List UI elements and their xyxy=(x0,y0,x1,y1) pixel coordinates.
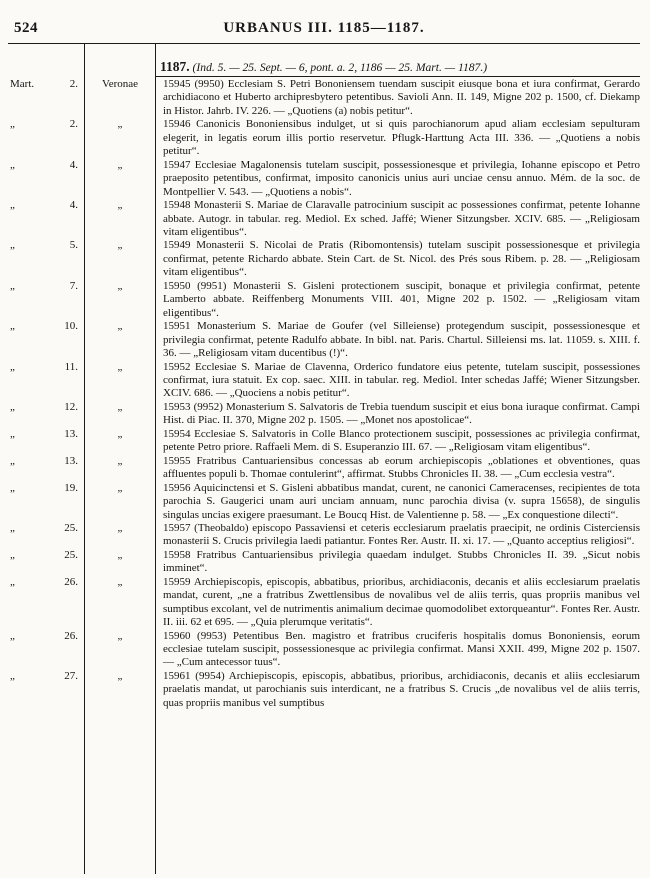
entry-text: 15955 Fratribus Cantuariensibus concessas ab eorum archiepiscopis „oblationes et obventiones, quas affluentes populi b. Thomae contulerint“, affirmat. Stubbs Chronicles II. 38. — „Cum ecclesia vestra“. xyxy=(163,454,640,481)
entry-month: „ xyxy=(10,239,15,252)
entry-day: 11. xyxy=(64,360,78,373)
entry-text: 15956 Aquicinctensi et S. Gisleni abbatibus mandat, curent, ne canonici Cameracenses, recipientes de tota parochia S. Gaugerici unam auri unciam annuam, nunc parochia divisa (v. supra 15658), de singulis singulas uncias exigere praesumant. Le Boucq Hist. de Valentienne p. 58. — „Ex conquestione dilecti“. xyxy=(163,481,640,521)
entry-text: 15949 Monasterii S. Nicolai de Pratis (Ribomontensis) tutelam suscipit possessionesque et privilegia confirmat, petente Richardo abbate. Stein Cart. de St. Nicol. des Prés sous Ribem. p. 28. — „Religiosam vitam eligentibus“. xyxy=(163,239,640,279)
entry-day: 2. xyxy=(69,118,78,131)
entry-text: 15946 Canonicis Bononiensibus indulget, ut si quis parochianorum apud aliam ecclesiam sepulturam elegerit, in legatis eorum illis portio reservetur. Pflugk-Harttung Acta III. 336. — „Quotiens a nobis petitur“. xyxy=(163,118,640,158)
entry-place: „ xyxy=(117,575,123,588)
page-number: 524 xyxy=(14,20,38,36)
entry-place: „ xyxy=(117,669,123,682)
year-heading xyxy=(160,60,640,74)
regest-entry xyxy=(0,280,650,320)
entry-place: „ xyxy=(117,521,123,534)
entry-day: 26. xyxy=(64,575,78,588)
entry-day: 26. xyxy=(64,629,78,642)
entry-day: 4. xyxy=(69,158,78,171)
entry-place: „ xyxy=(117,158,123,171)
entry-place: „ xyxy=(117,320,123,333)
entry-place: „ xyxy=(117,279,123,292)
entry-month: „ xyxy=(10,669,15,682)
entry-month: „ xyxy=(10,629,15,642)
regest-entry xyxy=(0,78,650,118)
regest-entry xyxy=(0,239,650,279)
entry-month: „ xyxy=(10,320,15,333)
entry-day: 4. xyxy=(69,199,78,212)
entry-day: 13. xyxy=(64,427,78,440)
entry-place: Veronae xyxy=(101,78,139,90)
entry-day: 5. xyxy=(69,239,78,252)
entry-text: 15958 Fratribus Cantuariensibus privilegia quaedam indulget. Stubbs Chronicles II. 39. „Sicut nobis imminet“. xyxy=(163,548,640,575)
entry-place: „ xyxy=(117,118,123,131)
entry-month: „ xyxy=(10,360,15,373)
entry-day: 7. xyxy=(69,279,78,292)
entry-text: 15960 (9953) Petentibus Ben. magistro et fratribus cruciferis hospitalis domus Bononiensis, eorum ecclesiae tutelam suscipit, possessionesque ac privilegia confirmat. Mansi XXII. 499, Migne 202 p. 1507. — „Cum antecessor tuus“. xyxy=(163,629,640,669)
regest-entry xyxy=(0,401,650,428)
entry-place: „ xyxy=(117,239,123,252)
regest-entry xyxy=(0,361,650,401)
entry-text: 15951 Monasterium S. Mariae de Goufer (vel Silleiense) protegendum suscipit, possessionesque et privilegia confirmat, petente Radulfo abbate. In bibl. nat. Paris. Chartul. Silleiensi ms. lat. 11059. s. XIII. f. 36. — „Religiosam vitam ducentibus (!)“. xyxy=(163,320,640,360)
entry-month: „ xyxy=(10,575,15,588)
entry-place: „ xyxy=(117,548,123,561)
regest-entry xyxy=(0,670,650,710)
entry-day: 19. xyxy=(64,481,78,494)
entry-place: „ xyxy=(117,360,123,373)
page-header xyxy=(8,10,640,44)
year-rule xyxy=(155,76,640,77)
regest-entry xyxy=(0,482,650,522)
entry-text: 15950 (9951) Monasterii S. Gisleni protectionem suscipit, bonaque et privilegia confirmat, petente Lamberto abbate. Reiffenberg Monuments VIII. 401, Migne 202 p. 1502. — „Religiosam vitam eligentibus“. xyxy=(163,279,640,319)
regest-entry xyxy=(0,576,650,630)
entry-place: „ xyxy=(117,199,123,212)
regest-entry xyxy=(0,455,650,482)
entry-text: 15959 Archiepiscopis, episcopis, abbatibus, prioribus, archidiaconis, decanis et aliis ecclesiarum praelatis mandat, curent, „ne a fratribus Zwettlensibus de novalibus vel de aliis terris, quas propriis manibus vel sumptibus excolant, vel de nutrimentis animalium decimae quomodolibet extorqueantur“. Fontes Rer. Austr. II. iii. 62 et 695. — „Quia plerumque veritatis“. xyxy=(163,575,640,629)
regest-entry xyxy=(0,428,650,455)
entry-month: „ xyxy=(10,118,15,131)
entry-text: 15961 (9954) Archiepiscopis, episcopis, abbatibus, prioribus, archidiaconis, decanis et aliis ecclesiarum praelatis mandat, ut parochianis suis interdicant, ne a fratribus S. Crucis „de novalibus vel de aliis terris, quas propriis manibus vel sumptibus xyxy=(163,669,640,709)
entry-month: „ xyxy=(10,158,15,171)
entry-month: „ xyxy=(10,481,15,494)
entry-day: 25. xyxy=(64,548,78,561)
entry-month: „ xyxy=(10,400,15,413)
entry-place: „ xyxy=(117,629,123,642)
regest-entry xyxy=(0,320,650,360)
entry-day: 25. xyxy=(64,521,78,534)
entry-place: „ xyxy=(117,400,123,413)
regest-entry xyxy=(0,522,650,549)
regest-entry xyxy=(0,199,650,239)
entry-day: 12. xyxy=(64,400,78,413)
entry-text: 15957 (Theobaldo) episcopo Passaviensi et ceteris ecclesiarum praelatis praecipit, ne ordinis Cisterciensis monasterii S. Crucis privilegia laedi patiantur. Fontes Rer. Austr. II. xi. 17. — „Quanto acceptius religiosi“. xyxy=(163,521,640,548)
entry-month: „ xyxy=(10,548,15,561)
regest-entry xyxy=(0,118,650,158)
entry-text: 15954 Ecclesiae S. Salvatoris in Colle Blanco protectionem suscipit, possessiones ac privilegia confirmat, petente Petro priore. Raffaeli Mem. di S. Esuperanzio III. 67. — „Religiosam vitam eligentibus“. xyxy=(163,427,640,454)
entry-text: 15953 (9952) Monasterium S. Salvatoris de Trebia tuendum suscipit et eius bona iuraque confirmat. Campi Hist. di Piac. II. 370, Migne 202 p. 1505. — „Monet nos apostolicae“. xyxy=(163,400,640,427)
regest-entry xyxy=(0,549,650,576)
entry-month: „ xyxy=(10,454,15,467)
entry-month: „ xyxy=(10,427,15,440)
regesta-entries xyxy=(0,78,650,710)
entry-place: „ xyxy=(117,454,123,467)
entry-text: 15948 Monasterii S. Mariae de Claravalle patrocinium suscipit ac possessiones confirmat, petente Iohanne abbate. Autogr. in tabular. reg. Mediol. Ex sched. Jaffé; Wiener Sitzungsber. XCIV. 685. — „Religiosam vitam eligentibus“. xyxy=(163,199,640,238)
entry-month: „ xyxy=(10,199,15,212)
entry-place: „ xyxy=(117,481,123,494)
running-title: URBANUS III. 1185—1187. xyxy=(223,20,425,36)
regest-entry xyxy=(0,630,650,670)
entry-text: 15945 (9950) Ecclesiam S. Petri Bononiensem tuendam suscipit eiusque bona et iura confirmat, Gerardo archidiacono et Huberto archipresbytero petentibus. Savioli Ann. II. 149, Migne 202 p. 1500, cf. Diekamp in Histor. Jahrb. IV. 226. — „Quotiens (a) nobis petitur“. xyxy=(163,78,640,117)
entry-text: 15952 Ecclesiae S. Mariae de Clavenna, Orderico fundatore eius petente, tutelam suscipit, possessiones confirmat, iura statuit. Ex cop. saec. XIII. in tabular. reg. Mediol. Inter schedas Jaffé; Wiener Sitzungsber. XCIV. 686. — „Quociens a nobis petitur“. xyxy=(163,360,640,400)
entry-day: 27. xyxy=(64,669,78,682)
regest-entry xyxy=(0,159,650,199)
entry-day: 2. xyxy=(69,78,78,90)
entry-month: „ xyxy=(10,279,15,292)
header-rule xyxy=(8,43,640,44)
entry-day: 10. xyxy=(64,320,78,333)
entry-month: „ xyxy=(10,521,15,534)
entry-place: „ xyxy=(117,427,123,440)
entry-day: 13. xyxy=(64,454,78,467)
entry-month: Mart. xyxy=(10,78,35,90)
year-detail: (Ind. 5. — 25. Sept. — 6, pont. a. 2, 1186 — 25. Mart. — 1187.) xyxy=(192,61,488,74)
entry-text: 15947 Ecclesiae Magalonensis tutelam suscipit, possessionesque et privilegia, Iohanne episcopo et Petro praeposito petentibus, confirmat, imposito canonicis unius auri unciae censu annuo. Mém. de la soc. de Montpellier V. 543. — „Quotiens a nobis“. xyxy=(163,158,640,198)
year-label: 1187. xyxy=(160,59,190,74)
